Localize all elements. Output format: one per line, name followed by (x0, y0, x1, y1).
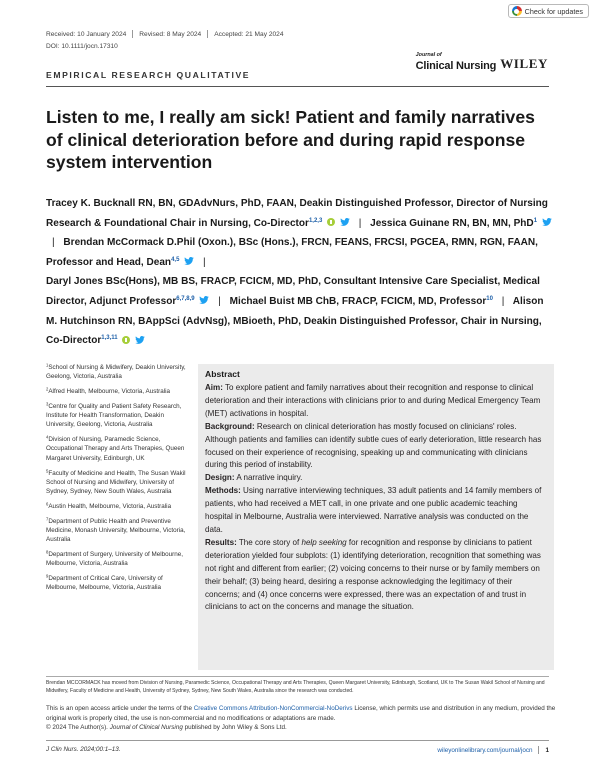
footer-right (437, 746, 549, 754)
author-name: Jessica Guinane RN, BN, MN, PhD (370, 217, 534, 229)
author-affiliation-ref[interactable]: 6,7,8,9 (176, 295, 195, 302)
affiliation-text: Department of Public Health and Preventive Medicine, Monash University, Melbourne, Victoria, Australia (46, 517, 186, 544)
check-for-updates-button[interactable] (508, 4, 589, 18)
affiliation-number: 5 (46, 468, 49, 474)
twitter-icon[interactable] (135, 336, 145, 344)
copyright-text: published by John Wiley & Sons Ltd. (182, 724, 287, 732)
affiliation-item (46, 402, 194, 430)
header-divider (46, 86, 549, 87)
author-affiliation-ref[interactable]: 1,3,11 (101, 335, 118, 342)
publisher-logo: WILEY (500, 56, 548, 71)
affiliation-text: Faculty of Medicine and Health, The Susan Wakil School of Nursing and Midwifery, University of Sydney, Sydney, New South Wales, Australia (46, 469, 186, 495)
revised-date: Revised: 8 May 2024 (139, 30, 202, 38)
affiliation-item (46, 469, 194, 497)
copyright-journal: Journal of Clinical Nursing (109, 724, 183, 732)
divider (132, 30, 133, 38)
affiliation-text: School of Nursing & Midwifery, Deakin University, Geelong, Victoria, Australia (46, 364, 186, 381)
divider (207, 30, 208, 38)
license-text-part: License, which permits use and distribution in any medium, provided the original work is properly cited, the use is non-commercial and no modifications or adaptations are made. (46, 705, 556, 722)
section-text: Using narrative interviewing techniques, 33 adult patients and 14 family members of patients, who had received a MET call, in one private and one public academic teaching hospital in Melbourne, Australia were interviewed. Narrative analysis was conducted on the data. (205, 486, 542, 534)
abstract-heading: Abstract (205, 369, 240, 379)
affiliations (46, 363, 194, 598)
affiliation-number: 9 (46, 573, 49, 579)
affiliation-text: Division of Nursing, Paramedic Science, Occupational Therapy and Arts Therapies, Queen Margaret University, Edinburgh, UK (46, 436, 185, 462)
affiliation-text: Department of Surgery, University of Melbourne, Melbourne, Victoria, Australia (46, 551, 183, 568)
orcid-icon[interactable] (327, 218, 335, 226)
section-text: A narrative inquiry. (236, 473, 303, 483)
affiliation-item (46, 517, 194, 545)
abstract-results (205, 537, 547, 614)
section-label: Aim: (205, 383, 223, 392)
author-separator: | (501, 295, 505, 307)
section-label: Results: (205, 537, 237, 547)
author-name: Brendan McCormack D.Phil (Oxon.), BSc (Hons.), FRCN, FEANS, FRCSI, PGCEA, RMN, RGN, FAAN, Professor and Head, Dean (46, 237, 538, 268)
section-label: Methods: (205, 486, 241, 496)
section-text: To explore patient and family narratives about their recognition and response to clinical deterioration and their interactions with clinicians prior to and during Medical Emergency Team (MET) activations in hospital. (205, 383, 541, 418)
affiliation-text: Alfred Health, Melbourne, Victoria, Australia (48, 388, 171, 396)
affiliation-item (46, 363, 194, 381)
affiliation-item (46, 502, 194, 511)
author-name: Daryl Jones BSc(Hons), MB BS, FRACP, FCICM, MD, PhD, Consultant Intensive Care Specialist, Medical Director, Adjunct Professor (46, 276, 540, 307)
emphasis: help seeking (301, 537, 347, 547)
article-title: Listen to me, I really am sick! Patient and family narratives of clinical deterioration before and during rapid response system intervention (46, 107, 535, 172)
license-text-part: This is an open access article under the terms of the (46, 705, 194, 712)
journal-url[interactable]: wileyonlinelibrary.com/journal/jocn (437, 746, 533, 754)
author-name: Alison M. Hutchinson RN, BAppSci (AdvNsg), MBioeth, PhD, Deakin Distinguished Professor, Chair in Nursing, Co-Director (46, 295, 544, 347)
affiliation-number: 6 (46, 501, 49, 507)
abstract-methods (205, 485, 547, 537)
journal-logo (416, 52, 548, 72)
affiliation-number: 1 (46, 362, 49, 368)
check-updates-label: Check for updates (524, 6, 583, 16)
twitter-icon[interactable] (542, 218, 552, 226)
affiliation-item (46, 435, 194, 463)
section-text: Research on clinical deterioration has mostly focused on clinicians' roles. Although patients and families can identify subtle cues of early deterioration, little research has focused on their experience of recognising, speaking up and communicating with clinicians during this period of instability. (205, 421, 542, 470)
page-number: 1 (545, 746, 549, 754)
affiliation-text: Department of Critical Care, University of Melbourne, Melbourne, Victoria, Australia (46, 575, 163, 592)
copyright-line (46, 723, 556, 733)
license-link[interactable]: Creative Commons Attribution-NonCommercial-NoDerivs (193, 705, 353, 712)
author-footnote: Brendan MCCORMACK has moved from Division of Nursing, Paramedic Science, Occupational Therapy and Arts Therapies, Queen Margaret University, Edinburgh, Scotland, UK to The Susan Wakil School of Nursing and Midwifery, Faculty of Medicine and Health, University of Sydney, Sydney, New South Wales, Australia since the research was conducted. (46, 680, 545, 694)
affiliation-item (46, 387, 194, 396)
author-name: Tracey K. Bucknall RN, BN, GDAdvNurs, PhD, FAAN, Deakin Distinguished Professor, Director of Nursing Research & Foundational Chair in Nursing, Co-Director (46, 198, 548, 229)
twitter-icon[interactable] (340, 218, 350, 226)
affiliation-item (46, 550, 194, 568)
twitter-icon[interactable] (199, 296, 209, 304)
author-list (46, 194, 556, 351)
affiliation-text: Centre for Quality and Patient Safety Research, Institute for Health Transformation, Deakin University, Geelong, Victoria, Australia (46, 402, 182, 429)
author-separator: | (203, 256, 206, 268)
crossmark-icon (512, 6, 522, 16)
author-affiliation-ref[interactable]: 1 (533, 217, 538, 224)
journal-of-label: Journal of (415, 52, 442, 58)
abstract-aim (205, 382, 547, 421)
affiliation-number: 4 (46, 434, 49, 440)
twitter-icon[interactable] (184, 257, 194, 265)
affiliation-number: 7 (46, 516, 49, 522)
abstract (198, 364, 554, 670)
author-separator: | (358, 217, 362, 229)
section-text: The core story of (238, 537, 302, 547)
accepted-date: Accepted: 21 May 2024 (214, 30, 284, 38)
affiliation-number: 8 (46, 549, 49, 555)
footnote-divider (46, 676, 549, 677)
license-text (46, 704, 556, 723)
article-type: EMPIRICAL RESEARCH QUALITATIVE (46, 70, 251, 80)
journal-citation: J Clin Nurs. 2024;00:1–13. (46, 746, 121, 753)
abstract-design (205, 472, 547, 485)
orcid-icon[interactable] (122, 336, 130, 344)
journal-name: Clinical Nursing (415, 60, 497, 72)
affiliation-number: 3 (46, 401, 49, 407)
article-dates (46, 30, 284, 38)
footer-divider (46, 740, 549, 741)
abstract-background (205, 421, 547, 473)
affiliation-number: 2 (46, 386, 49, 392)
license-notice (46, 704, 556, 733)
copyright-text: © 2024 The Author(s). (46, 724, 110, 732)
section-label: Design: (205, 473, 235, 483)
section-text: for recognition and response by clinicians to patient deterioration yielded four subplots: (1) identifying deterioration, recognition that something was not right and different from earlier; (2) voicing concerns to their nurse or by family members on their behalf; (3) being heard, desiring a response acknowledging the legitimacy of their concerns; and (4) once concerns were expressed, there was an expectation of and trust in clinicians to act on the concerns and manage the situation. (205, 537, 541, 612)
author-affiliation-ref[interactable]: 4,5 (171, 256, 180, 263)
section-label: Background: (205, 421, 255, 431)
author-affiliation-ref[interactable]: 1,2,3 (308, 217, 323, 224)
author-separator: | (52, 237, 55, 249)
author-name: Michael Buist MB ChB, FRACP, FCICM, MD, Professor (229, 295, 487, 307)
affiliation-item (46, 574, 194, 592)
author-separator: | (218, 295, 221, 307)
divider (538, 746, 539, 754)
received-date: Received: 10 January 2024 (46, 30, 127, 38)
doi[interactable]: DOI: 10.1111/jocn.17310 (46, 43, 118, 50)
affiliation-text: Austin Health, Melbourne, Victoria, Australia (48, 502, 172, 510)
author-affiliation-ref[interactable]: 10 (486, 295, 493, 302)
